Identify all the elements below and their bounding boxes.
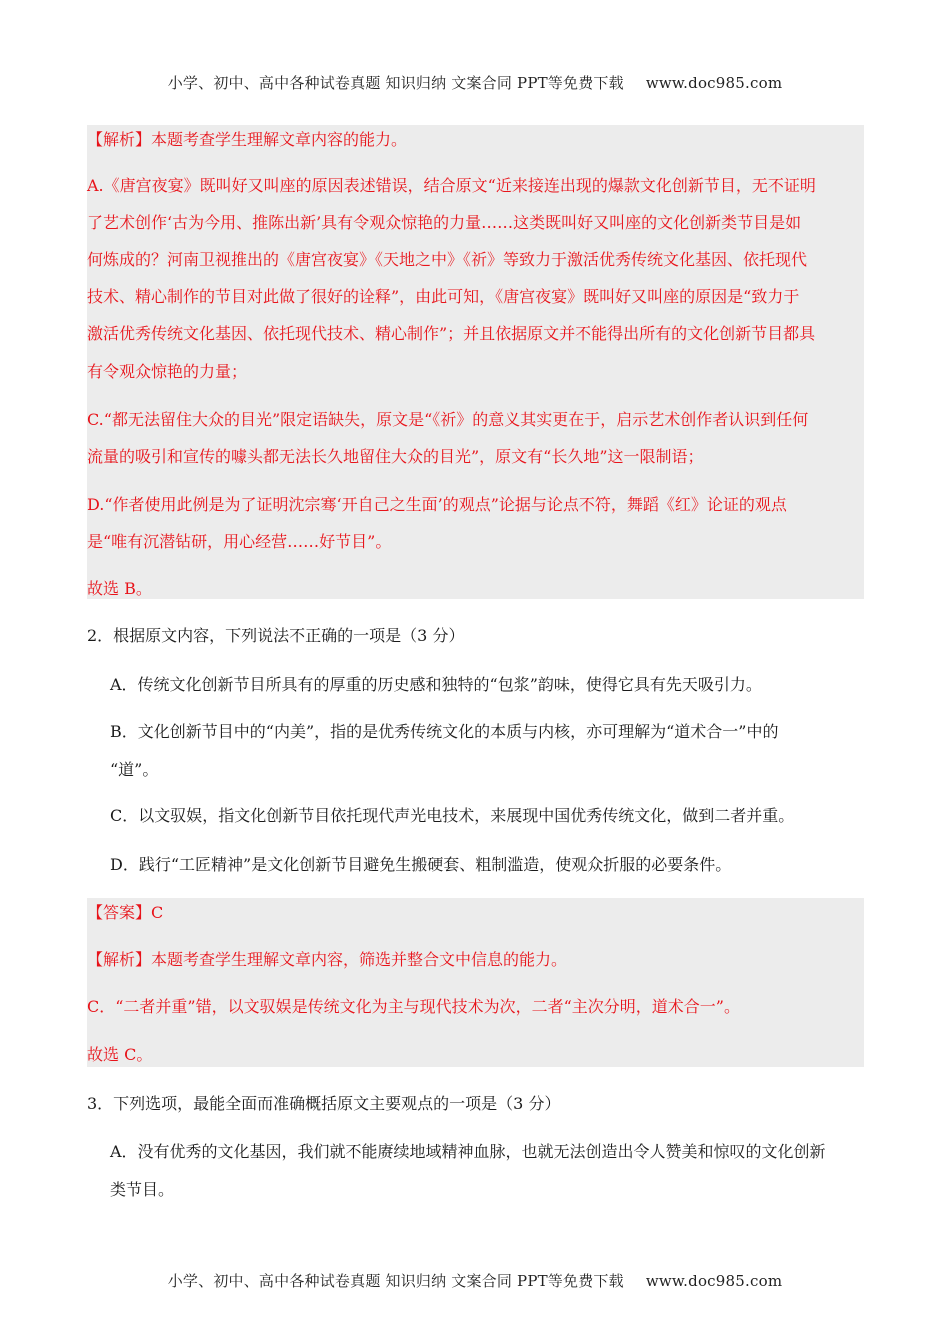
analysis-conclusion-2: 故选 C。 [87, 1045, 153, 1064]
analysis-tag-2: 【解析】 [87, 950, 152, 969]
analysis-intro-2: 本题考查学生理解文章内容，筛选并整合文中信息的能力。 [151, 950, 568, 969]
answer-value: C [151, 903, 164, 922]
analysis-heading-2 [87, 950, 567, 970]
analysis-line: C.“都无法留住大众的目光”限定语缺失，原文是“《祈》的意义其实更在于，启示艺术创作者认识到任何 [87, 410, 809, 429]
analysis-intro: 本题考查学生理解文章内容的能力。 [151, 130, 408, 149]
question-2-stem: 2．根据原文内容，下列说法不正确的一项是（3 分） [87, 626, 465, 645]
question-2-option-b-cont: “道”。 [110, 760, 159, 779]
question-2-option-d: D．践行“工匠精神”是文化创新节目避免生搬硬套、粗制滥造，使观众折服的必要条件。 [110, 855, 732, 874]
answer-line [87, 903, 163, 923]
analysis-conclusion: 故选 B。 [87, 579, 152, 598]
analysis-line: 是“唯有沉潜钻研，用心经营……好节目”。 [87, 532, 392, 551]
header-text: 小学、初中、高中各种试卷真题 知识归纳 文案合同 PPT等免费下载 [167, 74, 624, 92]
question-3-option-a-cont: 类节目。 [110, 1180, 175, 1199]
analysis-line: 何炼成的？河南卫视推出的《唐宫夜宴》《天地之中》《祈》等致力于激活优秀传统文化基因、依托现代 [87, 250, 808, 269]
page-footer [0, 1270, 950, 1291]
analysis-line: A.《唐宫夜宴》既叫好又叫座的原因表述错误，结合原文“近来接连出现的爆款文化创新节目，无不证明 [87, 176, 816, 195]
answer-tag: 【答案】 [87, 903, 152, 922]
analysis-line: 激活优秀传统文化基因、依托现代技术、精心制作”；并且依据原文并不能得出所有的文化创新节目都具 [87, 324, 816, 343]
footer-text: 小学、初中、高中各种试卷真题 知识归纳 文案合同 PPT等免费下载 [167, 1272, 624, 1290]
analysis-line: 了艺术创作‘古为今用、推陈出新’具有令观众惊艳的力量……这类既叫好又叫座的文化创新类节目是如 [87, 213, 802, 232]
page-header [0, 72, 950, 93]
analysis-heading [87, 130, 407, 150]
question-2-option-a: A．传统文化创新节目所具有的厚重的历史感和独特的“包浆”韵味，使得它具有先天吸引力。 [110, 675, 762, 694]
question-3-stem: 3．下列选项，最能全面而准确概括原文主要观点的一项是（3 分） [87, 1094, 561, 1113]
answer-block-2 [87, 898, 864, 1067]
header-site-link[interactable]: www.doc985.com [645, 74, 783, 92]
analysis-explain-2: C．“二者并重”错，以文驭娱是传统文化为主与现代技术为次，二者“主次分明，道术合一”。 [87, 997, 740, 1016]
footer-site-link[interactable]: www.doc985.com [645, 1272, 783, 1290]
analysis-line: D.“作者使用此例是为了证明沈宗骞‘开自己之生面’的观点”论据与论点不符，舞蹈《红》论证的观点 [87, 495, 787, 514]
question-2-option-c: C．以文驭娱，指文化创新节目依托现代声光电技术，来展现中国优秀传统文化，做到二者并重。 [110, 806, 795, 825]
analysis-line: 技术、精心制作的节目对此做了很好的诠释”，由此可知，《唐宫夜宴》既叫好又叫座的原因是“致力于 [87, 287, 800, 306]
analysis-tag: 【解析】 [87, 130, 152, 149]
analysis-line: 流量的吸引和宣传的噱头都无法长久地留住大众的目光”，原文有“长久地”这一限制语； [87, 447, 704, 466]
analysis-line: 有令观众惊艳的力量； [87, 362, 248, 381]
question-2-option-b: B．文化创新节目中的“内美”，指的是优秀传统文化的本质与内核，亦可理解为“道术合一”中的 [110, 722, 779, 741]
question-3-option-a: A．没有优秀的文化基因，我们就不能赓续地域精神血脉，也就无法创造出令人赞美和惊叹的文化创新 [110, 1142, 826, 1161]
